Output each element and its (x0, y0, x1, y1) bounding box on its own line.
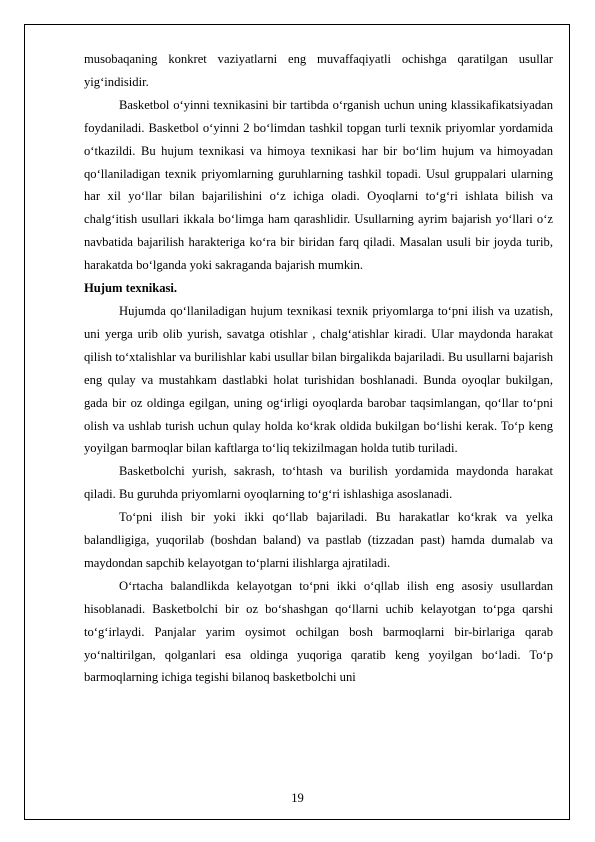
paragraph-3: Hujumda qo‘llaniladigan hujum texnikasi texnik priyomlarga to‘pni ilish va uzatish, uni yerga urib olib yurish, savatga otishlar , chalg‘atishlar kiradi. Ular maydonda harakat qilish to‘xtalishlar va burilishlar kabi usullar bilan birgalikda bajariladi. Bu usullarni bajarish eng qulay va mustahkam dastlabki holat turishidan boshlanadi. Bunda oyoqlar bukilgan, gada bir oz oldinga egilgan, uning og‘irligi oyoqlarda barobar taqsimlangan, qo‘llar to‘pni olish va ushlab turish uchun qulay holda ko‘krak oldida bukilgan bo‘lishi kerak. To‘p keng yoyilgan barmoqlar bilan kaftlarga to‘liq tekizilmagan holda tutib turiladi. (84, 303, 553, 456)
section-heading: Hujum texnikasi. (84, 281, 178, 296)
page-number: 19 (291, 791, 304, 805)
paragraph-1: musobaqaning konkret vaziyatlarni eng muvaffaqiyatli ochishga qaratilgan usullar yig‘indisidir. (84, 52, 553, 89)
document-body (84, 48, 553, 689)
paragraph-5: To‘pni ilish bir yoki ikki qo‘llab bajariladi. Bu harakatlar ko‘krak va yelka balandligiga, yuqorilab (boshdan baland) va pastlab (tizzadan past) hamda dumalab va maydondan sapchib kelayotgan to‘plarni ilishlarga ajratiladi. (84, 510, 553, 570)
paragraph-2: Basketbol o‘yinni texnikasini bir tartibda o‘rganish uchun uning klassikafikatsiyadan foydaniladi. Basketbol o‘yinni 2 bo‘limdan tashkil topgan turli texnik priyomlar yordamida o‘tkazildi. Bu hujum texnikasi va himoya texnikasi har bir bo‘lim hujum va himoyadan qo‘llaniladigan texnik priyomlarning guruhlarning tashkil topadi. Usul gruppalari ularning har xil yo‘llar bilan bajarilishini o‘z ichiga oladi. Oyoqlarni to‘g‘ri ishlata bilish va chalg‘itish usullari ikkala bo‘limga ham qarashlidir. Usullarning ayrim bajarish yo‘llari o‘z navbatida bajarilish harakteriga ko‘ra bir biridan farq qiladi. Masalan usuli bir joyda turib, harakatda bo‘lganda yoki sakraganda bajarish mumkin. (84, 97, 553, 273)
paragraph-6: O‘rtacha balandlikda kelayotgan to‘pni ikki o‘qllab ilish eng asosiy usullardan hisoblanadi. Basketbolchi bir oz bo‘shashgan qo‘llarni uchib kelayotgan to‘pga qarshi to‘g‘irlaydi. Panjalar yarim oysimot ochilgan bosh barmoqlarni bir-birlariga qarab yo‘naltirilgan, qolganlari esa oldinga yuqoriga qaratib keng yoyilgan bo‘ladi. To‘p barmoqlarning ichiga tegishi bilanoq basketbolchi uni (84, 578, 553, 685)
paragraph-4: Basketbolchi yurish, sakrash, to‘htash va burilish yordamida maydonda harakat qiladi. Bu guruhda priyomlarni oyoqlarning to‘g‘ri ishlashiga asoslanadi. (84, 464, 553, 502)
